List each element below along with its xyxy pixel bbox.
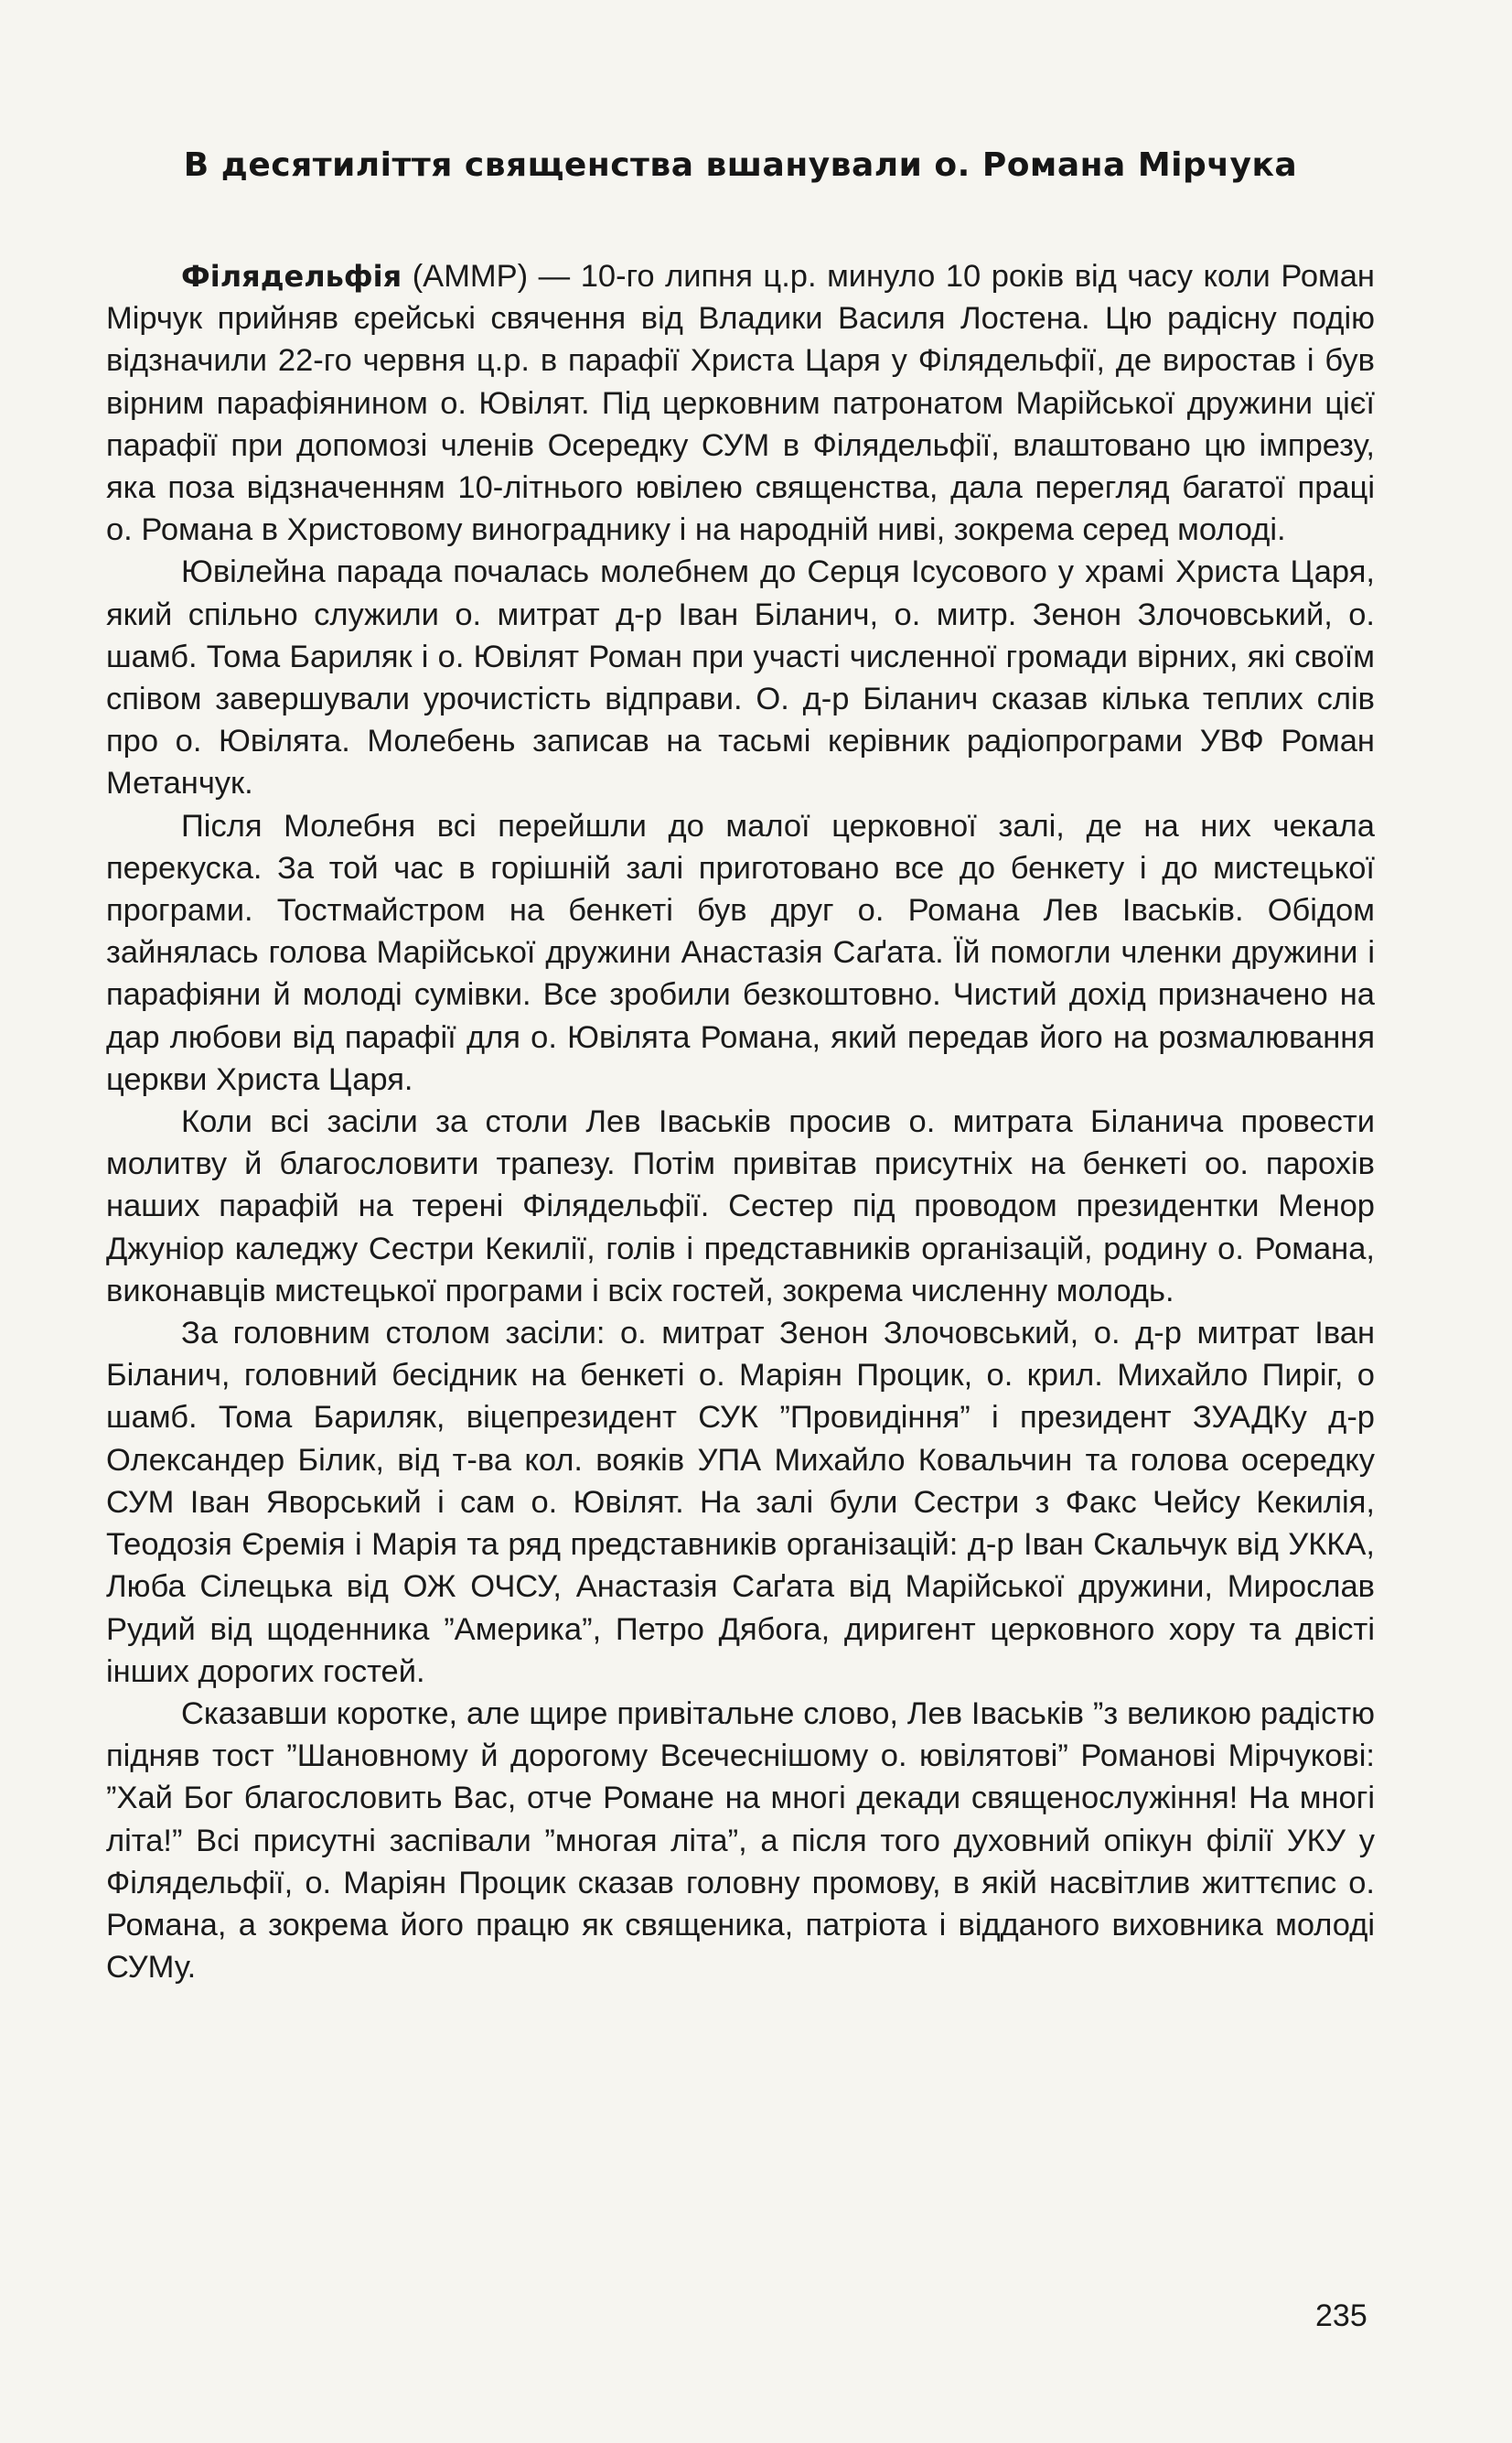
paragraph-2: Ювілейна парада почалась молебнем до Серця Ісусового у храмі Христа Царя, який спільно служили о. митрат д-р Іван Біланич, о. митр. Зенон Злочовський, о. шамб. Тома Бариляк і о. Ювілят Роман при участі численної громади вірних, які своїм співом завершували урочистість відправи. О. д-р Біланич сказав кілька теплих слів про о. Ювілята. Молебень записав на тасьмі керівник радіопрограми УВФ Роман Метанчук. <box>106 554 1375 802</box>
paragraph-1 <box>106 255 1375 551</box>
page-number: 235 <box>1315 2298 1367 2333</box>
article-title: В десятиліття священства вшанували о. Романа Мірчука <box>183 146 1298 184</box>
dateline-city: Філядельфія <box>181 259 402 294</box>
paragraph-5: За головним столом засіли: о. митрат Зенон Злочовський, о. д-р митрат Іван Біланич, головний бесідник на бенкеті о. Маріян Процик, о. крил. Михайло Пиріг, о шамб. Тома Бариляк, віцепрезидент СУК ”Провидіння” і президент ЗУАДКу д-р Олександер Білик, від т-ва кол. вояків УПА Михайло Ковальчин та голова осередку СУМ Іван Яворський і сам о. Ювілят. На залі були Сестри з Факс Чейсу Кекилія, Теодозія Єремія і Марія та ряд представників організацій: д-р Іван Скальчук від УККА, Люба Сілецька від ОЖ ОЧСУ, Анастазія Саґата від Марійської дружини, Мирослав Рудий від щоденника ”Америка”, Петро Дябога, диригент церковного хору та двісті інших дорогих гостей. <box>106 1316 1375 1689</box>
paragraph-3: Після Молебня всі перейшли до малої церковної залі, де на них чекала перекуска. За той час в горішній залі приготовано все до бенкету і до мистецької програми. Тостмайстром на бенкеті був друг о. Романа Лев Іваськів. Обідом зайнялась голова Марійської дружини Анастазія Саґата. Їй помогли членки дружини і парафіяни й молоді сумівки. Все зробили безкоштовно. Чистий дохід призначено на дар любови від парафії для о. Ювілята Романа, який передав його на розмалювання церкви Христа Царя. <box>106 808 1375 1097</box>
paragraph-4: Коли всі засіли за столи Лев Іваськів просив о. митрата Біланича провести молитву й благословити трапезу. Потім привітав присутніх на бенкеті оо. парохів наших парафій на терені Філядельфії. Сестер під проводом президентки Менор Джуніор каледжу Сестри Кекилії, голів і представників організацій, родину о. Романа, виконавців мистецької програми і всіх гостей, зокрема численну молодь. <box>106 1104 1375 1308</box>
paragraph-1-text: (АММР) — 10-го липня ц.р. минуло 10 років від часу коли Роман Мірчук прийняв єрейські свячення від Владики Василя Лостена. Цю радісну подію відзначили 22-го червня ц.р. в парафії Христа Царя у Філядельфії, де виростав і був вірним парафіянином о. Ювілят. Під церковним патронатом Марійської дружини цієї парафії при допомозі членів Осередку СУМ в Філядельфії, влаштовано цю імпрезу, яка поза відзначенням 10-літнього ювілею священства, дала перегляд багатої праці о. Романа в Христовому винограднику і на народній ниві, зокрема серед молоді. <box>106 259 1375 548</box>
article <box>106 146 1375 1988</box>
paragraph-6: Сказавши коротке, але щире привітальне слово, Лев Іваськів ”з великою радістю підняв тост ”Шановному й дорогому Всечеснішому о. ювілятові” Романові Мірчукові: ”Хай Бог благословить Вас, отче Романе на многі декади священослужіння! На многі літа!” Всі присутні заспівали ”многая літа”, а після того духовний опікун філії УКУ у Філядельфії, о. Маріян Процик сказав головну промову, в якій насвітлив життєпис о. Романа, а зокрема його працю як священика, патріота і відданого виховника молоді СУМу. <box>106 1695 1375 1986</box>
